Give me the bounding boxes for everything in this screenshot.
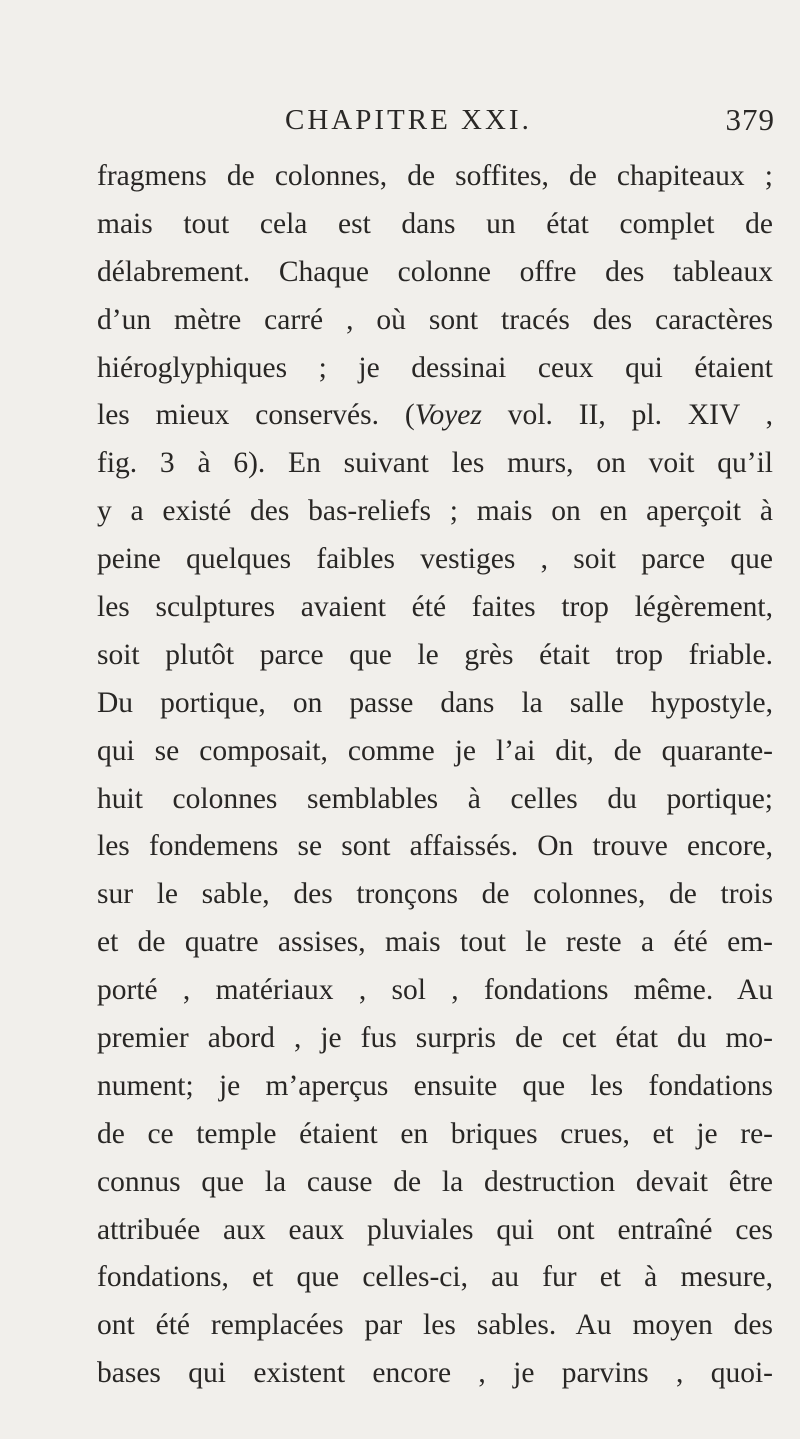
body-text: [97, 153, 773, 1398]
text-line: y a existé des bas-reliefs ; mais on en aperçoit à: [97, 495, 773, 528]
text-line: ont été remplacées par les sables. Au moyen des: [97, 1309, 773, 1342]
text-line: d’un mètre carré , où sont tracés des caractères: [97, 303, 773, 336]
text-line: Du portique, on passe dans la salle hypostyle,: [97, 686, 773, 719]
text-line: et de quatre assises, mais tout le reste a été em-: [97, 926, 773, 959]
text-line: délabrement. Chaque colonne offre des tableaux: [97, 255, 773, 288]
text-line: qui se composait, comme je l’ai dit, de quarante-: [97, 734, 773, 767]
text-line: les fondemens se sont affaissés. On trouve encore,: [97, 830, 773, 863]
text-line: fragmens de colonnes, de soffites, de chapiteaux ;: [97, 160, 773, 192]
text-line: hiéroglyphiques ; je dessinai ceux qui étaient: [97, 351, 773, 384]
text-line-with-reference: [97, 392, 773, 440]
text-line: les sculptures avaient été faites trop légèrement,: [97, 591, 773, 624]
text-line: mais tout cela est dans un état complet de: [97, 207, 773, 240]
text-line: soit plutôt parce que le grès était trop friable.: [97, 638, 773, 671]
chapter-title: CHAPITRE XXI.: [285, 104, 532, 136]
text-line: attribuée aux eaux pluviales qui ont entraîné ces: [97, 1213, 773, 1246]
text-line: sur le sable, des tronçons de colonnes, de trois: [97, 878, 773, 911]
text-segment: vol. II, pl. XIV ,: [507, 399, 773, 432]
italic-reference: Voyez: [414, 399, 482, 432]
text-line: bases qui existent encore , je parvins , quoi-: [97, 1357, 773, 1390]
text-line: de ce temple étaient en briques crues, et je re-: [97, 1117, 773, 1150]
running-head: [95, 100, 775, 144]
text-line: connus que la cause de la destruction devait être: [97, 1165, 773, 1198]
text-line: premier abord , je fus surpris de cet état du mo-: [97, 1022, 773, 1055]
text-segment: les mieux conservés.: [97, 399, 379, 432]
text-line: peine quelques faibles vestiges , soit parce que: [97, 543, 773, 576]
page-number: 379: [725, 102, 775, 137]
text-line: porté , matériaux , sol , fondations même. Au: [97, 974, 773, 1007]
text-line: nument; je m’aperçus ensuite que les fondations: [97, 1069, 773, 1102]
text-line: fondations, et que celles-ci, au fur et à mesure,: [97, 1261, 773, 1294]
text-line: fig. 3 à 6). En suivant les murs, on voit qu’il: [97, 447, 773, 480]
text-line: huit colonnes semblables à celles du portique;: [97, 782, 773, 815]
text-segment: (: [404, 399, 415, 432]
